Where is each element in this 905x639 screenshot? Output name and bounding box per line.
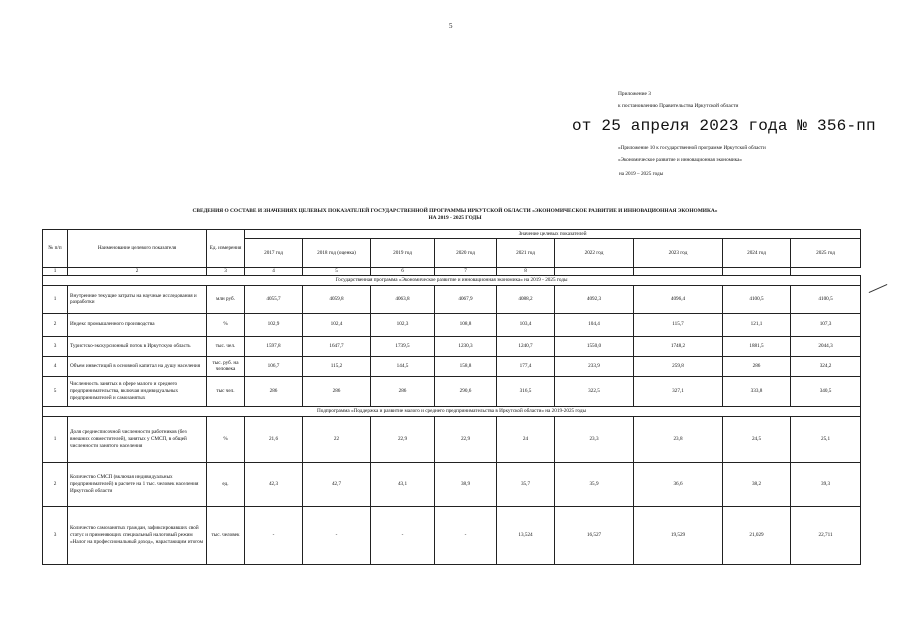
section-row: [43, 275, 861, 285]
table-row: [43, 376, 861, 406]
header-year: 2018 год (оценка): [303, 239, 371, 268]
value-cell: 102,4: [303, 313, 371, 336]
section-title: Подпрограмма «Поддержка и развитие малого и среднего предпринимательства в Иркутской области» на 2019-2025 годы: [43, 406, 861, 416]
table-row: [43, 416, 861, 462]
unit-cell: тыс. руб. на человека: [207, 356, 245, 376]
value-cell: 4088,2: [497, 285, 555, 313]
value-cell: 38,2: [723, 462, 791, 506]
unit-cell: ед.: [207, 462, 245, 506]
annex-line-3: на 2019 – 2025 годы: [619, 171, 664, 177]
value-cell: 1240,7: [497, 336, 555, 356]
value-cell: 21,029: [723, 506, 791, 564]
value-cell: 24: [497, 416, 555, 462]
value-cell: 35,7: [497, 462, 555, 506]
value-cell: 1550,0: [555, 336, 634, 356]
value-cell: 4063,8: [371, 285, 435, 313]
unit-cell: тыс. человек: [207, 506, 245, 564]
value-cell: 4100,5: [723, 285, 791, 313]
indicator-name: Количество СМСП (включая индивидуальных предпринимателей) в расчете на 1 тыс. человек населения Иркутской области: [68, 462, 207, 506]
row-num: 4: [43, 356, 68, 376]
value-cell: 1881,5: [723, 336, 791, 356]
value-cell: 107,3: [791, 313, 861, 336]
row-num: 1: [43, 416, 68, 462]
unit-cell: %: [207, 416, 245, 462]
value-cell: 1748,2: [634, 336, 723, 356]
value-cell: 324,2: [791, 356, 861, 376]
value-cell: 233,9: [555, 356, 634, 376]
value-cell: -: [245, 506, 303, 564]
value-cell: 22,9: [371, 416, 435, 462]
value-cell: 322,5: [555, 376, 634, 406]
header-year: 2023 год: [634, 239, 723, 268]
value-cell: 16,527: [555, 506, 634, 564]
column-number-cell: 1: [43, 268, 68, 276]
section-title: Государственная программа «Экономическое развитие и инновационная экономика» на 2019 - 2025 годы: [43, 275, 861, 285]
value-cell: 316,5: [497, 376, 555, 406]
value-cell: 1647,7: [303, 336, 371, 356]
value-cell: 22,711: [791, 506, 861, 564]
value-cell: 286: [303, 376, 371, 406]
column-number-cell: 4: [245, 268, 303, 276]
resolution-date-stamp: от 25 апреля 2023 года № 356-пп: [572, 117, 876, 135]
value-cell: 38,9: [435, 462, 497, 506]
section-row: [43, 406, 861, 416]
value-cell: 1597,8: [245, 336, 303, 356]
value-cell: 24,5: [723, 416, 791, 462]
column-number-cell: [634, 268, 723, 276]
column-number-cell: 8: [497, 268, 555, 276]
value-cell: 23,3: [555, 416, 634, 462]
row-num: 2: [43, 462, 68, 506]
indicator-name: Количество самозанятых граждан, зафиксировавших свой статус и применяющих специальный налоговый режим «Налог на профессиональный доход», нарастающим итогом: [68, 506, 207, 564]
column-number-cell: [555, 268, 634, 276]
header-year: 2017 год: [245, 239, 303, 268]
value-cell: 13,524: [497, 506, 555, 564]
value-cell: 333,8: [723, 376, 791, 406]
column-number-cell: 3: [207, 268, 245, 276]
margin-pen-mark: [869, 284, 888, 293]
column-number-cell: 5: [303, 268, 371, 276]
header-unit: Ед. измерения: [207, 230, 245, 268]
value-cell: 39,3: [791, 462, 861, 506]
value-cell: 115,2: [303, 356, 371, 376]
table-column-numbers-row: [43, 268, 861, 276]
value-cell: 22,9: [435, 416, 497, 462]
value-cell: 42,3: [245, 462, 303, 506]
value-cell: 102,9: [245, 313, 303, 336]
table-row: [43, 313, 861, 336]
document-title: [110, 208, 800, 222]
value-cell: 4096,4: [634, 285, 723, 313]
table-row: [43, 336, 861, 356]
row-num: 3: [43, 336, 68, 356]
value-cell: 4055,7: [245, 285, 303, 313]
value-cell: 286: [723, 356, 791, 376]
header-year: 2021 год: [497, 239, 555, 268]
value-cell: 23,8: [634, 416, 723, 462]
table-row: [43, 462, 861, 506]
indicators-table: [42, 229, 861, 565]
table-row: [43, 356, 861, 376]
column-number-cell: 6: [371, 268, 435, 276]
value-cell: 35,9: [555, 462, 634, 506]
document-title-line-2: НА 2019 - 2025 ГОДЫ: [428, 215, 482, 221]
value-cell: 286: [245, 376, 303, 406]
value-cell: 286: [371, 376, 435, 406]
value-cell: 4100,5: [791, 285, 861, 313]
value-cell: 104,4: [555, 313, 634, 336]
row-num: 2: [43, 313, 68, 336]
unit-cell: тыс. чел.: [207, 336, 245, 356]
value-cell: 4059,8: [303, 285, 371, 313]
header-year: 2019 год: [371, 239, 435, 268]
indicator-name: Численность занятых в сфере малого и среднего предпринимательства, включая индивидуальных предпринимателей и самозанятых: [68, 376, 207, 406]
header-year: 2025 год: [791, 239, 861, 268]
row-num: 1: [43, 285, 68, 313]
value-cell: 158,8: [435, 356, 497, 376]
unit-cell: %: [207, 313, 245, 336]
appendix-line-1: Приложение 3: [618, 91, 651, 97]
indicator-name: Доля среднесписочной численности работников (без внешних совместителей), занятых у СМСП, в общей численности занятого населения: [68, 416, 207, 462]
header-year: 2022 год: [555, 239, 634, 268]
indicator-name: Туристско-экскурсионный поток в Иркутскую область: [68, 336, 207, 356]
value-cell: 21,6: [245, 416, 303, 462]
header-year: 2024 год: [723, 239, 791, 268]
row-num: 5: [43, 376, 68, 406]
indicator-name: Индекс промышленного производства: [68, 313, 207, 336]
value-cell: 108,8: [435, 313, 497, 336]
column-number-cell: 7: [435, 268, 497, 276]
value-cell: 327,1: [634, 376, 723, 406]
indicator-name: Объем инвестиций в основной капитал на душу населения: [68, 356, 207, 376]
annex-line-1: «Приложение 10 к государственной программе Иркутской области: [618, 145, 766, 151]
value-cell: 1230,3: [435, 336, 497, 356]
value-cell: 115,7: [634, 313, 723, 336]
indicator-name: Внутренние текущие затраты на научные исследования и разработки: [68, 285, 207, 313]
value-cell: 144,5: [371, 356, 435, 376]
value-cell: 42,7: [303, 462, 371, 506]
column-number-cell: 2: [68, 268, 207, 276]
value-cell: 25,1: [791, 416, 861, 462]
value-cell: 340,5: [791, 376, 861, 406]
value-cell: 19,529: [634, 506, 723, 564]
document-title-line-1: СВЕДЕНИЯ О СОСТАВЕ И ЗНАЧЕНИЯХ ЦЕЛЕВЫХ ПОКАЗАТЕЛЕЙ ГОСУДАРСТВЕННОЙ ПРОГРАММЫ ИРКУТСКОЙ ОБЛАСТИ «ЭКОНОМИЧЕСКОЕ РАЗВИТИЕ И ИННОВАЦИОННАЯ ЭКОНОМИКА»: [192, 208, 718, 214]
column-number-cell: [723, 268, 791, 276]
value-cell: 259,8: [634, 356, 723, 376]
value-cell: 4092,3: [555, 285, 634, 313]
value-cell: -: [435, 506, 497, 564]
header-name: Наименование целевого показателя: [68, 230, 207, 268]
value-cell: 43,1: [371, 462, 435, 506]
value-cell: 1739,5: [371, 336, 435, 356]
value-cell: 36,6: [634, 462, 723, 506]
page-number: 5: [449, 22, 453, 30]
value-cell: 22: [303, 416, 371, 462]
indicators-table-body: [43, 230, 861, 565]
value-cell: -: [303, 506, 371, 564]
appendix-line-2: к постановлению Правительства Иркутской области: [618, 103, 739, 109]
table-row: [43, 285, 861, 313]
value-cell: 103,4: [497, 313, 555, 336]
value-cell: 2044,3: [791, 336, 861, 356]
unit-cell: тыс чел.: [207, 376, 245, 406]
unit-cell: млн руб.: [207, 285, 245, 313]
table-header-row: [43, 230, 861, 239]
value-cell: 290,6: [435, 376, 497, 406]
table-row: [43, 506, 861, 564]
row-num: 3: [43, 506, 68, 564]
value-cell: 177,4: [497, 356, 555, 376]
header-values-group: Значение целевых показателей: [245, 230, 861, 239]
value-cell: 121,1: [723, 313, 791, 336]
annex-line-2: «Экономическое развитие и инновационная экономика»: [618, 157, 742, 163]
header-num: № п/п: [43, 230, 68, 268]
header-year: 2020 год: [435, 239, 497, 268]
value-cell: 4067,9: [435, 285, 497, 313]
value-cell: 102,3: [371, 313, 435, 336]
value-cell: -: [371, 506, 435, 564]
value-cell: 106,7: [245, 356, 303, 376]
